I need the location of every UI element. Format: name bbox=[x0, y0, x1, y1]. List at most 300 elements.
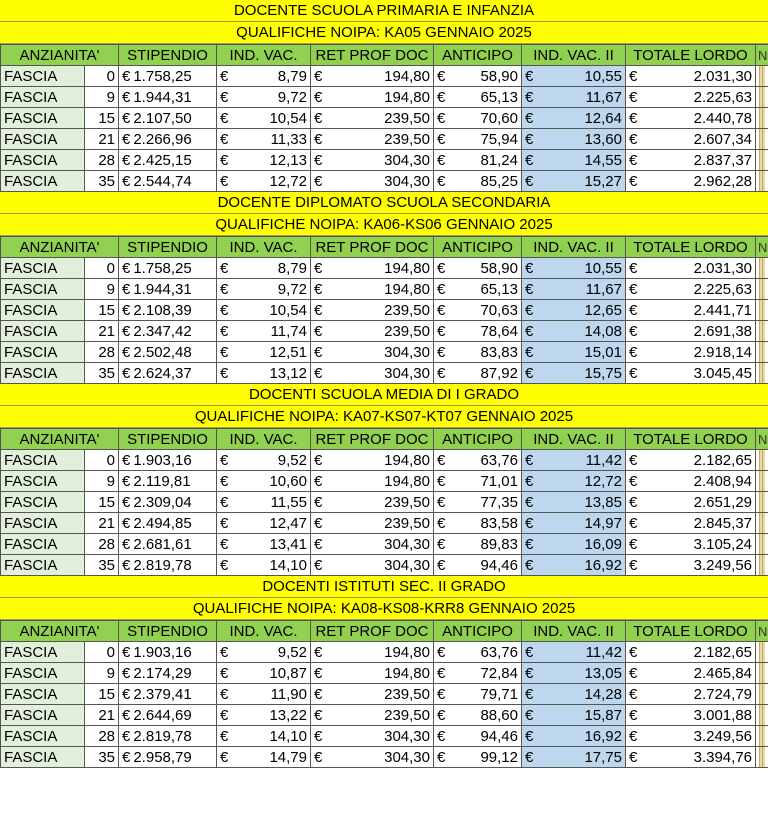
ind-vac-ii-cell bbox=[522, 300, 626, 321]
anticipo-cell bbox=[434, 150, 522, 171]
amount: 2.819,78 bbox=[133, 556, 192, 574]
fascia-label: FASCIA bbox=[1, 555, 85, 576]
amount: 9,52 bbox=[277, 451, 307, 469]
euro-symbol: € bbox=[220, 322, 229, 340]
fascia-label: FASCIA bbox=[1, 279, 85, 300]
amount: 85,25 bbox=[480, 172, 518, 190]
totale-lordo-cell bbox=[626, 129, 756, 150]
euro-symbol: € bbox=[437, 364, 446, 382]
amount: 239,50 bbox=[384, 706, 430, 724]
stipendio-cell bbox=[119, 108, 217, 129]
amount: 3.105,24 bbox=[693, 535, 752, 553]
years-cell: 35 bbox=[85, 363, 119, 384]
amount: 2.681,61 bbox=[133, 535, 192, 553]
ind-vac-cell bbox=[217, 321, 311, 342]
ret-prof-doc-cell bbox=[311, 450, 434, 471]
anticipo-cell bbox=[434, 663, 522, 684]
ret-prof-doc-cell bbox=[311, 108, 434, 129]
stipendio-cell bbox=[119, 684, 217, 705]
header-totale-lordo: TOTALE LORDO bbox=[626, 237, 756, 258]
stipendio-cell bbox=[119, 492, 217, 513]
euro-symbol: € bbox=[525, 109, 534, 127]
amount: 8,79 bbox=[277, 67, 307, 85]
stipendio-cell bbox=[119, 342, 217, 363]
totale-lordo-cell bbox=[626, 363, 756, 384]
totale-lordo-cell bbox=[626, 726, 756, 747]
ret-prof-doc-cell bbox=[311, 705, 434, 726]
euro-symbol: € bbox=[437, 535, 446, 553]
header-totale-lordo: TOTALE LORDO bbox=[626, 429, 756, 450]
ind-vac-cell bbox=[217, 171, 311, 192]
cut-column-cell bbox=[756, 534, 768, 555]
totale-lordo-cell bbox=[626, 450, 756, 471]
amount: 2.408,94 bbox=[693, 472, 752, 490]
totale-lordo-cell bbox=[626, 171, 756, 192]
fascia-label: FASCIA bbox=[1, 300, 85, 321]
stipendio-cell bbox=[119, 87, 217, 108]
anticipo-cell bbox=[434, 300, 522, 321]
amount: 3.249,56 bbox=[693, 556, 752, 574]
years-cell: 0 bbox=[85, 258, 119, 279]
years-cell: 0 bbox=[85, 66, 119, 87]
euro-symbol: € bbox=[629, 685, 638, 703]
fascia-label: FASCIA bbox=[1, 342, 85, 363]
ret-prof-doc-cell bbox=[311, 129, 434, 150]
cut-column-cell bbox=[756, 300, 768, 321]
amount: 304,30 bbox=[384, 748, 430, 766]
years-cell: 15 bbox=[85, 108, 119, 129]
euro-symbol: € bbox=[220, 280, 229, 298]
totale-lordo-cell bbox=[626, 258, 756, 279]
euro-symbol: € bbox=[525, 280, 534, 298]
anticipo-cell bbox=[434, 171, 522, 192]
ind-vac-cell bbox=[217, 747, 311, 768]
amount: 13,05 bbox=[584, 664, 622, 682]
euro-symbol: € bbox=[525, 172, 534, 190]
amount: 1.903,16 bbox=[133, 643, 192, 661]
header-anzianita: ANZIANITA' bbox=[1, 237, 119, 258]
table-row bbox=[1, 66, 768, 87]
cut-column-cell bbox=[756, 87, 768, 108]
fascia-label: FASCIA bbox=[1, 726, 85, 747]
amount: 1.758,25 bbox=[133, 67, 192, 85]
amount: 194,80 bbox=[384, 664, 430, 682]
amount: 70,63 bbox=[480, 301, 518, 319]
amount: 11,42 bbox=[585, 451, 622, 469]
fascia-label: FASCIA bbox=[1, 66, 85, 87]
table-row bbox=[1, 747, 768, 768]
amount: 2.962,28 bbox=[693, 172, 752, 190]
amount: 11,90 bbox=[270, 685, 307, 703]
euro-symbol: € bbox=[437, 727, 446, 745]
euro-symbol: € bbox=[122, 322, 131, 340]
euro-symbol: € bbox=[437, 514, 446, 532]
cut-column-cell bbox=[756, 663, 768, 684]
stipendio-cell bbox=[119, 450, 217, 471]
cut-column-cell bbox=[756, 258, 768, 279]
amount: 10,55 bbox=[584, 67, 622, 85]
euro-symbol: € bbox=[314, 280, 323, 298]
amount: 10,55 bbox=[584, 259, 622, 277]
euro-symbol: € bbox=[437, 280, 446, 298]
amount: 194,80 bbox=[384, 451, 430, 469]
amount: 12,64 bbox=[584, 109, 622, 127]
fascia-label: FASCIA bbox=[1, 108, 85, 129]
years-cell: 28 bbox=[85, 726, 119, 747]
euro-symbol: € bbox=[314, 322, 323, 340]
years-cell: 35 bbox=[85, 171, 119, 192]
amount: 81,24 bbox=[480, 151, 518, 169]
header-ind-vac: IND. VAC. bbox=[217, 45, 311, 66]
table-row bbox=[1, 108, 768, 129]
ind-vac-ii-cell bbox=[522, 513, 626, 534]
table-row bbox=[1, 726, 768, 747]
ind-vac-ii-cell bbox=[522, 450, 626, 471]
amount: 2.266,96 bbox=[133, 130, 192, 148]
ret-prof-doc-cell bbox=[311, 363, 434, 384]
amount: 2.225,63 bbox=[693, 88, 752, 106]
ret-prof-doc-cell bbox=[311, 513, 434, 534]
euro-symbol: € bbox=[437, 451, 446, 469]
euro-symbol: € bbox=[122, 151, 131, 169]
ret-prof-doc-cell bbox=[311, 684, 434, 705]
euro-symbol: € bbox=[314, 88, 323, 106]
euro-symbol: € bbox=[437, 472, 446, 490]
ind-vac-cell bbox=[217, 513, 311, 534]
ind-vac-ii-cell bbox=[522, 108, 626, 129]
amount: 15,01 bbox=[584, 343, 622, 361]
table-row bbox=[1, 534, 768, 555]
ind-vac-cell bbox=[217, 108, 311, 129]
amount: 75,94 bbox=[480, 130, 518, 148]
euro-symbol: € bbox=[629, 67, 638, 85]
euro-symbol: € bbox=[525, 643, 534, 661]
euro-symbol: € bbox=[314, 109, 323, 127]
euro-symbol: € bbox=[437, 685, 446, 703]
euro-symbol: € bbox=[220, 67, 229, 85]
salary-table bbox=[0, 44, 768, 192]
amount: 194,80 bbox=[384, 280, 430, 298]
euro-symbol: € bbox=[220, 364, 229, 382]
section-subtitle: QUALIFICHE NOIPA: KA07-KS07-KT07 GENNAIO 2025 bbox=[0, 406, 768, 428]
ind-vac-ii-cell bbox=[522, 66, 626, 87]
fascia-label: FASCIA bbox=[1, 363, 85, 384]
euro-symbol: € bbox=[629, 322, 638, 340]
anticipo-cell bbox=[434, 321, 522, 342]
ind-vac-cell bbox=[217, 471, 311, 492]
euro-symbol: € bbox=[220, 535, 229, 553]
table-row bbox=[1, 171, 768, 192]
table-row bbox=[1, 342, 768, 363]
amount: 63,76 bbox=[480, 451, 518, 469]
amount: 65,13 bbox=[480, 88, 518, 106]
section-subtitle: QUALIFICHE NOIPA: KA08-KS08-KRR8 GENNAIO 2025 bbox=[0, 598, 768, 620]
amount: 2.958,79 bbox=[133, 748, 192, 766]
header-anzianita: ANZIANITA' bbox=[1, 621, 119, 642]
amount: 2.494,85 bbox=[133, 514, 192, 532]
amount: 13,85 bbox=[584, 493, 622, 511]
amount: 72,84 bbox=[480, 664, 518, 682]
ind-vac-cell bbox=[217, 555, 311, 576]
years-cell: 35 bbox=[85, 555, 119, 576]
amount: 13,60 bbox=[584, 130, 622, 148]
euro-symbol: € bbox=[629, 643, 638, 661]
ret-prof-doc-cell bbox=[311, 492, 434, 513]
euro-symbol: € bbox=[629, 493, 638, 511]
euro-symbol: € bbox=[525, 493, 534, 511]
section-title: DOCENTE SCUOLA PRIMARIA E INFANZIA bbox=[0, 0, 768, 22]
ret-prof-doc-cell bbox=[311, 300, 434, 321]
euro-symbol: € bbox=[437, 493, 446, 511]
ind-vac-ii-cell bbox=[522, 534, 626, 555]
ind-vac-cell bbox=[217, 258, 311, 279]
ind-vac-ii-cell bbox=[522, 363, 626, 384]
amount: 2.845,37 bbox=[693, 514, 752, 532]
ret-prof-doc-cell bbox=[311, 534, 434, 555]
euro-symbol: € bbox=[629, 301, 638, 319]
euro-symbol: € bbox=[629, 706, 638, 724]
table-row bbox=[1, 471, 768, 492]
euro-symbol: € bbox=[220, 514, 229, 532]
euro-symbol: € bbox=[629, 343, 638, 361]
euro-symbol: € bbox=[525, 685, 534, 703]
cut-column-cell bbox=[756, 450, 768, 471]
euro-symbol: € bbox=[629, 280, 638, 298]
ind-vac-ii-cell bbox=[522, 258, 626, 279]
anticipo-cell bbox=[434, 684, 522, 705]
euro-symbol: € bbox=[220, 343, 229, 361]
cut-column-cell bbox=[756, 342, 768, 363]
amount: 2.108,39 bbox=[133, 301, 192, 319]
amount: 83,58 bbox=[480, 514, 518, 532]
euro-symbol: € bbox=[314, 727, 323, 745]
amount: 88,60 bbox=[480, 706, 518, 724]
ind-vac-ii-cell bbox=[522, 342, 626, 363]
euro-symbol: € bbox=[220, 109, 229, 127]
amount: 3.045,45 bbox=[693, 364, 752, 382]
salary-table bbox=[0, 620, 768, 768]
anticipo-cell bbox=[434, 342, 522, 363]
amount: 239,50 bbox=[384, 130, 430, 148]
years-cell: 9 bbox=[85, 471, 119, 492]
euro-symbol: € bbox=[525, 343, 534, 361]
table-row bbox=[1, 129, 768, 150]
stipendio-cell bbox=[119, 258, 217, 279]
totale-lordo-cell bbox=[626, 108, 756, 129]
table-row bbox=[1, 321, 768, 342]
euro-symbol: € bbox=[314, 685, 323, 703]
amount: 58,90 bbox=[480, 259, 518, 277]
amount: 2.724,79 bbox=[693, 685, 752, 703]
amount: 239,50 bbox=[384, 301, 430, 319]
euro-symbol: € bbox=[629, 556, 638, 574]
euro-symbol: € bbox=[629, 259, 638, 277]
euro-symbol: € bbox=[525, 472, 534, 490]
section-title: DOCENTI SCUOLA MEDIA DI I GRADO bbox=[0, 384, 768, 406]
amount: 11,33 bbox=[270, 130, 307, 148]
table-row bbox=[1, 705, 768, 726]
header-anticipo: ANTICIPO bbox=[434, 45, 522, 66]
euro-symbol: € bbox=[314, 748, 323, 766]
amount: 10,60 bbox=[269, 472, 307, 490]
years-cell: 21 bbox=[85, 513, 119, 534]
amount: 304,30 bbox=[384, 556, 430, 574]
euro-symbol: € bbox=[629, 727, 638, 745]
totale-lordo-cell bbox=[626, 492, 756, 513]
table-row bbox=[1, 363, 768, 384]
amount: 94,46 bbox=[480, 727, 518, 745]
euro-symbol: € bbox=[314, 151, 323, 169]
anticipo-cell bbox=[434, 258, 522, 279]
euro-symbol: € bbox=[122, 67, 131, 85]
header-ind-vac: IND. VAC. bbox=[217, 429, 311, 450]
euro-symbol: € bbox=[525, 151, 534, 169]
amount: 70,60 bbox=[480, 109, 518, 127]
euro-symbol: € bbox=[437, 748, 446, 766]
ret-prof-doc-cell bbox=[311, 66, 434, 87]
stipendio-cell bbox=[119, 747, 217, 768]
amount: 14,10 bbox=[269, 727, 307, 745]
header-cut-column: N bbox=[756, 621, 768, 642]
fascia-label: FASCIA bbox=[1, 450, 85, 471]
amount: 2.107,50 bbox=[133, 109, 192, 127]
cut-column-cell bbox=[756, 642, 768, 663]
totale-lordo-cell bbox=[626, 534, 756, 555]
ind-vac-ii-cell bbox=[522, 471, 626, 492]
anticipo-cell bbox=[434, 492, 522, 513]
euro-symbol: € bbox=[220, 172, 229, 190]
euro-symbol: € bbox=[314, 301, 323, 319]
table-row bbox=[1, 684, 768, 705]
fascia-label: FASCIA bbox=[1, 471, 85, 492]
totale-lordo-cell bbox=[626, 642, 756, 663]
amount: 304,30 bbox=[384, 535, 430, 553]
header-cut-column: N bbox=[756, 237, 768, 258]
amount: 2.624,37 bbox=[133, 364, 192, 382]
ret-prof-doc-cell bbox=[311, 471, 434, 492]
fascia-label: FASCIA bbox=[1, 705, 85, 726]
fascia-label: FASCIA bbox=[1, 129, 85, 150]
cut-column-cell bbox=[756, 513, 768, 534]
euro-symbol: € bbox=[629, 451, 638, 469]
totale-lordo-cell bbox=[626, 279, 756, 300]
stipendio-cell bbox=[119, 642, 217, 663]
cut-column-cell bbox=[756, 129, 768, 150]
amount: 304,30 bbox=[384, 343, 430, 361]
amount: 58,90 bbox=[480, 67, 518, 85]
ind-vac-cell bbox=[217, 129, 311, 150]
amount: 14,08 bbox=[584, 322, 622, 340]
ind-vac-cell bbox=[217, 726, 311, 747]
amount: 2.502,48 bbox=[133, 343, 192, 361]
euro-symbol: € bbox=[437, 322, 446, 340]
section-subtitle: QUALIFICHE NOIPA: KA06-KS06 GENNAIO 2025 bbox=[0, 214, 768, 236]
amount: 94,46 bbox=[480, 556, 518, 574]
amount: 2.644,69 bbox=[133, 706, 192, 724]
amount: 194,80 bbox=[384, 67, 430, 85]
anticipo-cell bbox=[434, 87, 522, 108]
amount: 11,67 bbox=[585, 88, 622, 106]
ret-prof-doc-cell bbox=[311, 279, 434, 300]
amount: 10,87 bbox=[269, 664, 307, 682]
table-row bbox=[1, 663, 768, 684]
euro-symbol: € bbox=[525, 556, 534, 574]
amount: 1.758,25 bbox=[133, 259, 192, 277]
euro-symbol: € bbox=[629, 664, 638, 682]
amount: 12,13 bbox=[269, 151, 307, 169]
amount: 3.001,88 bbox=[693, 706, 752, 724]
amount: 14,28 bbox=[584, 685, 622, 703]
euro-symbol: € bbox=[629, 172, 638, 190]
euro-symbol: € bbox=[314, 664, 323, 682]
ind-vac-ii-cell bbox=[522, 555, 626, 576]
amount: 17,75 bbox=[584, 748, 622, 766]
header-stipendio: STIPENDIO bbox=[119, 621, 217, 642]
ret-prof-doc-cell bbox=[311, 642, 434, 663]
euro-symbol: € bbox=[122, 643, 131, 661]
cut-column-cell bbox=[756, 705, 768, 726]
years-cell: 9 bbox=[85, 663, 119, 684]
amount: 239,50 bbox=[384, 493, 430, 511]
header-ret-prof-doc: RET PROF DOC bbox=[311, 621, 434, 642]
header-ind-vac-ii: IND. VAC. II bbox=[522, 429, 626, 450]
totale-lordo-cell bbox=[626, 87, 756, 108]
euro-symbol: € bbox=[525, 322, 534, 340]
amount: 2.465,84 bbox=[693, 664, 752, 682]
euro-symbol: € bbox=[314, 643, 323, 661]
amount: 304,30 bbox=[384, 727, 430, 745]
stipendio-cell bbox=[119, 129, 217, 150]
euro-symbol: € bbox=[122, 280, 131, 298]
fascia-label: FASCIA bbox=[1, 684, 85, 705]
amount: 99,12 bbox=[480, 748, 518, 766]
stipendio-cell bbox=[119, 726, 217, 747]
anticipo-cell bbox=[434, 471, 522, 492]
cut-column-cell bbox=[756, 363, 768, 384]
cut-column-cell bbox=[756, 108, 768, 129]
header-ind-vac-ii: IND. VAC. II bbox=[522, 237, 626, 258]
fascia-label: FASCIA bbox=[1, 513, 85, 534]
euro-symbol: € bbox=[525, 364, 534, 382]
stipendio-cell bbox=[119, 279, 217, 300]
euro-symbol: € bbox=[220, 685, 229, 703]
ind-vac-ii-cell bbox=[522, 726, 626, 747]
amount: 304,30 bbox=[384, 151, 430, 169]
ind-vac-cell bbox=[217, 342, 311, 363]
euro-symbol: € bbox=[220, 748, 229, 766]
stipendio-cell bbox=[119, 150, 217, 171]
euro-symbol: € bbox=[525, 451, 534, 469]
amount: 65,13 bbox=[480, 280, 518, 298]
totale-lordo-cell bbox=[626, 705, 756, 726]
amount: 2.379,41 bbox=[133, 685, 192, 703]
fascia-label: FASCIA bbox=[1, 642, 85, 663]
amount: 2.309,04 bbox=[133, 493, 192, 511]
euro-symbol: € bbox=[314, 514, 323, 532]
amount: 194,80 bbox=[384, 259, 430, 277]
cut-column-cell bbox=[756, 171, 768, 192]
euro-symbol: € bbox=[220, 664, 229, 682]
totale-lordo-cell bbox=[626, 747, 756, 768]
amount: 11,55 bbox=[270, 493, 307, 511]
euro-symbol: € bbox=[437, 109, 446, 127]
amount: 12,72 bbox=[584, 472, 622, 490]
cut-column-cell bbox=[756, 684, 768, 705]
ret-prof-doc-cell bbox=[311, 150, 434, 171]
euro-symbol: € bbox=[220, 643, 229, 661]
anticipo-cell bbox=[434, 129, 522, 150]
anticipo-cell bbox=[434, 555, 522, 576]
